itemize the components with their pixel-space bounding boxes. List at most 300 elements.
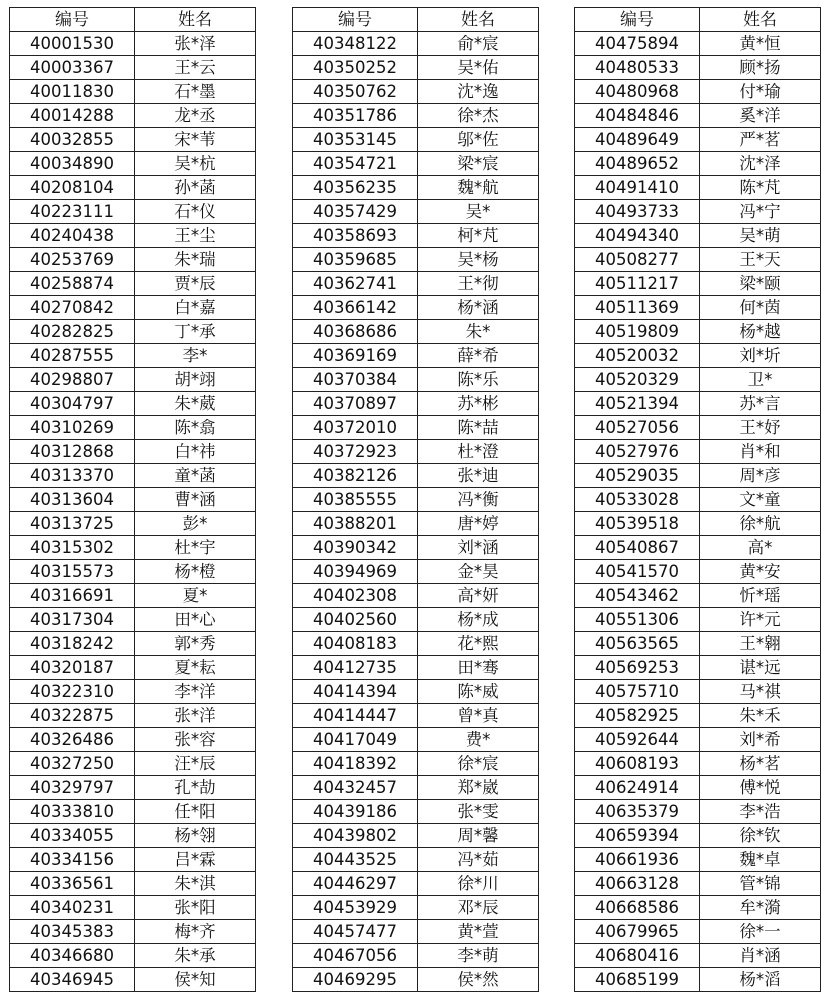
table-row <box>575 104 821 128</box>
table-row <box>293 896 539 920</box>
student-id-cell: 40511217 <box>575 272 700 296</box>
student-id-cell: 40317304 <box>10 608 135 632</box>
student-name-cell: 郭*秀 <box>135 632 256 656</box>
table-row <box>293 872 539 896</box>
table-row <box>10 272 256 296</box>
student-name-cell: 牟*漪 <box>700 896 821 920</box>
table-row <box>575 368 821 392</box>
table-row <box>293 824 539 848</box>
student-name-cell: 朱* <box>418 320 539 344</box>
student-name-cell: 费* <box>418 728 539 752</box>
table-row <box>575 968 821 992</box>
table-row <box>10 728 256 752</box>
student-name-cell: 田*骞 <box>418 656 539 680</box>
table-row <box>293 176 539 200</box>
student-id-cell: 40467056 <box>293 944 418 968</box>
table-row <box>10 656 256 680</box>
student-id-cell: 40334156 <box>10 848 135 872</box>
student-name-cell: 白*祎 <box>135 440 256 464</box>
student-id-cell: 40543462 <box>575 584 700 608</box>
student-id-cell: 40354721 <box>293 152 418 176</box>
student-id-cell: 40385555 <box>293 488 418 512</box>
student-name-cell: 朱*瑞 <box>135 248 256 272</box>
table-row <box>293 80 539 104</box>
student-name-cell: 李*萌 <box>418 944 539 968</box>
student-id-cell: 40318242 <box>10 632 135 656</box>
student-id-cell: 40533028 <box>575 488 700 512</box>
student-name-cell: 肖*和 <box>700 440 821 464</box>
student-name-cell: 吴*杭 <box>135 152 256 176</box>
table-row <box>293 368 539 392</box>
table-row <box>293 968 539 992</box>
table-row <box>293 920 539 944</box>
student-id-cell: 40287555 <box>10 344 135 368</box>
student-name-cell: 付*瑜 <box>700 80 821 104</box>
student-id-cell: 40508277 <box>575 248 700 272</box>
student-name-cell: 管*锦 <box>700 872 821 896</box>
student-name-cell: 任*阳 <box>135 800 256 824</box>
student-name-cell: 杨*翎 <box>135 824 256 848</box>
student-id-cell: 40345383 <box>10 920 135 944</box>
student-name-cell: 苏*彬 <box>418 392 539 416</box>
student-name-cell: 朱*淇 <box>135 872 256 896</box>
table-row <box>10 608 256 632</box>
table-row <box>293 752 539 776</box>
student-id-cell: 40372010 <box>293 416 418 440</box>
table-row <box>293 224 539 248</box>
student-id-cell: 40253769 <box>10 248 135 272</box>
student-id-cell: 40359685 <box>293 248 418 272</box>
table-row <box>293 152 539 176</box>
table-row <box>575 248 821 272</box>
student-id-cell: 40001530 <box>10 32 135 56</box>
table-row <box>10 920 256 944</box>
table-row <box>575 296 821 320</box>
student-name-cell: 刘*涵 <box>418 536 539 560</box>
id-column-header: 编号 <box>575 8 700 32</box>
student-id-cell: 40685199 <box>575 968 700 992</box>
student-id-cell: 40417049 <box>293 728 418 752</box>
student-table-2 <box>292 7 539 992</box>
table-row <box>293 488 539 512</box>
student-name-cell: 梅*齐 <box>135 920 256 944</box>
table-row <box>293 464 539 488</box>
student-name-cell: 何*茵 <box>700 296 821 320</box>
student-name-cell: 宋*苇 <box>135 128 256 152</box>
student-id-cell: 40313725 <box>10 512 135 536</box>
student-id-cell: 40368686 <box>293 320 418 344</box>
student-name-cell: 贾*辰 <box>135 272 256 296</box>
student-id-cell: 40282825 <box>10 320 135 344</box>
table-row <box>293 32 539 56</box>
table-row <box>293 296 539 320</box>
student-id-cell: 40412735 <box>293 656 418 680</box>
student-id-cell: 40563565 <box>575 632 700 656</box>
table-row <box>575 176 821 200</box>
table-row <box>293 416 539 440</box>
student-name-cell: 邓*辰 <box>418 896 539 920</box>
student-name-cell: 黄*安 <box>700 560 821 584</box>
student-name-cell: 夏*耘 <box>135 656 256 680</box>
student-id-cell: 40011830 <box>10 80 135 104</box>
student-id-cell: 40489649 <box>575 128 700 152</box>
table-row <box>575 728 821 752</box>
student-name-cell: 卫* <box>700 368 821 392</box>
table-row <box>293 440 539 464</box>
student-name-cell: 田*心 <box>135 608 256 632</box>
student-name-cell: 杨*滔 <box>700 968 821 992</box>
student-id-cell: 40439802 <box>293 824 418 848</box>
table-row <box>575 824 821 848</box>
student-name-cell: 苏*言 <box>700 392 821 416</box>
table-row <box>293 944 539 968</box>
table-header-row <box>10 8 256 32</box>
table-row <box>575 152 821 176</box>
student-id-cell: 40223111 <box>10 200 135 224</box>
table-row <box>293 632 539 656</box>
student-id-cell: 40494340 <box>575 224 700 248</box>
table-row <box>10 800 256 824</box>
student-id-cell: 40366142 <box>293 296 418 320</box>
table-header-row <box>293 8 539 32</box>
table-row <box>575 272 821 296</box>
student-id-cell: 40390342 <box>293 536 418 560</box>
student-name-cell: 薛*希 <box>418 344 539 368</box>
student-name-cell: 石*仪 <box>135 200 256 224</box>
student-id-cell: 40370384 <box>293 368 418 392</box>
student-id-cell: 40240438 <box>10 224 135 248</box>
student-name-cell: 杨*越 <box>700 320 821 344</box>
table-row <box>10 824 256 848</box>
table-row <box>10 968 256 992</box>
table-row <box>10 152 256 176</box>
table-row <box>10 416 256 440</box>
student-name-cell: 冯*宁 <box>700 200 821 224</box>
student-name-cell: 徐*宸 <box>418 752 539 776</box>
student-id-cell: 40575710 <box>575 680 700 704</box>
table-row <box>575 416 821 440</box>
student-id-cell: 40432457 <box>293 776 418 800</box>
student-id-cell: 40394969 <box>293 560 418 584</box>
student-name-cell: 杨*橙 <box>135 560 256 584</box>
student-id-cell: 40402308 <box>293 584 418 608</box>
student-id-cell: 40521394 <box>575 392 700 416</box>
table-row <box>10 944 256 968</box>
student-name-cell: 王*天 <box>700 248 821 272</box>
student-name-cell: 邬*佐 <box>418 128 539 152</box>
table-row <box>293 320 539 344</box>
student-table-1 <box>9 7 256 992</box>
student-name-cell: 魏*航 <box>418 176 539 200</box>
name-column-header: 姓名 <box>135 8 256 32</box>
student-id-cell: 40475894 <box>575 32 700 56</box>
table-row <box>575 848 821 872</box>
student-id-cell: 40014288 <box>10 104 135 128</box>
student-name-cell: 严*茗 <box>700 128 821 152</box>
student-id-cell: 40663128 <box>575 872 700 896</box>
student-id-cell: 40327250 <box>10 752 135 776</box>
student-name-cell: 曹*涵 <box>135 488 256 512</box>
student-name-cell: 陈*喆 <box>418 416 539 440</box>
student-id-cell: 40489652 <box>575 152 700 176</box>
table-row <box>575 560 821 584</box>
student-id-cell: 40329797 <box>10 776 135 800</box>
table-row <box>10 392 256 416</box>
table-row <box>575 752 821 776</box>
student-name-cell: 彭* <box>135 512 256 536</box>
student-name-cell: 郑*崴 <box>418 776 539 800</box>
student-name-cell: 刘*希 <box>700 728 821 752</box>
table-row <box>10 896 256 920</box>
table-row <box>575 464 821 488</box>
student-name-cell: 金*昊 <box>418 560 539 584</box>
table-row <box>10 32 256 56</box>
table-row <box>10 176 256 200</box>
student-name-cell: 杜*澄 <box>418 440 539 464</box>
student-name-cell: 王*翱 <box>700 632 821 656</box>
table-row <box>10 848 256 872</box>
student-name-cell: 杨*茗 <box>700 752 821 776</box>
name-column-header: 姓名 <box>418 8 539 32</box>
student-name-cell: 吴*杨 <box>418 248 539 272</box>
table-row <box>575 320 821 344</box>
student-name-cell: 柯*芃 <box>418 224 539 248</box>
student-name-cell: 孙*菡 <box>135 176 256 200</box>
table-row <box>575 128 821 152</box>
student-id-cell: 40258874 <box>10 272 135 296</box>
student-id-cell: 40032855 <box>10 128 135 152</box>
student-name-cell: 夏* <box>135 584 256 608</box>
student-name-cell: 朱*禾 <box>700 704 821 728</box>
student-name-cell: 顾*扬 <box>700 56 821 80</box>
student-id-cell: 40491410 <box>575 176 700 200</box>
student-id-cell: 40608193 <box>575 752 700 776</box>
table-row <box>10 104 256 128</box>
student-id-cell: 40408183 <box>293 632 418 656</box>
table-row <box>575 80 821 104</box>
student-name-cell: 孔*劼 <box>135 776 256 800</box>
table-row <box>575 224 821 248</box>
student-id-cell: 40315573 <box>10 560 135 584</box>
table-row <box>575 800 821 824</box>
student-name-cell: 徐*杰 <box>418 104 539 128</box>
student-id-cell: 40520329 <box>575 368 700 392</box>
student-name-cell: 肖*涵 <box>700 944 821 968</box>
student-id-cell: 40480533 <box>575 56 700 80</box>
table-row <box>293 776 539 800</box>
student-name-cell: 陈*翕 <box>135 416 256 440</box>
student-name-cell: 朱*葳 <box>135 392 256 416</box>
student-id-cell: 40414394 <box>293 680 418 704</box>
student-id-cell: 40527976 <box>575 440 700 464</box>
table-row <box>575 896 821 920</box>
student-name-cell: 周*彦 <box>700 464 821 488</box>
student-name-cell: 吴*佑 <box>418 56 539 80</box>
student-id-cell: 40661936 <box>575 848 700 872</box>
table-row <box>293 608 539 632</box>
student-id-cell: 40315302 <box>10 536 135 560</box>
table-row <box>575 344 821 368</box>
student-id-cell: 40322875 <box>10 704 135 728</box>
student-id-cell: 40469295 <box>293 968 418 992</box>
table-row <box>575 656 821 680</box>
student-name-cell: 唐*婷 <box>418 512 539 536</box>
table-row <box>293 104 539 128</box>
table-row <box>293 584 539 608</box>
student-id-cell: 40346680 <box>10 944 135 968</box>
student-name-cell: 沈*逸 <box>418 80 539 104</box>
student-id-cell: 40336561 <box>10 872 135 896</box>
table-row <box>10 560 256 584</box>
student-name-cell: 侯*然 <box>418 968 539 992</box>
student-id-cell: 40541570 <box>575 560 700 584</box>
student-id-cell: 40457477 <box>293 920 418 944</box>
student-name-cell: 杨*成 <box>418 608 539 632</box>
student-id-cell: 40520032 <box>575 344 700 368</box>
table-row <box>293 656 539 680</box>
student-name-cell: 冯*衡 <box>418 488 539 512</box>
student-name-cell: 张*迪 <box>418 464 539 488</box>
student-name-cell: 王*妤 <box>700 416 821 440</box>
table-row <box>10 464 256 488</box>
student-id-cell: 40310269 <box>10 416 135 440</box>
table-row <box>293 344 539 368</box>
student-id-cell: 40680416 <box>575 944 700 968</box>
table-header-row <box>575 8 821 32</box>
student-name-cell: 白*嘉 <box>135 296 256 320</box>
student-id-cell: 40313604 <box>10 488 135 512</box>
student-id-cell: 40511369 <box>575 296 700 320</box>
table-row <box>293 128 539 152</box>
student-name-cell: 忻*瑶 <box>700 584 821 608</box>
student-name-cell: 高* <box>700 536 821 560</box>
student-name-cell: 侯*知 <box>135 968 256 992</box>
id-column-header: 编号 <box>10 8 135 32</box>
student-name-cell: 李*浩 <box>700 800 821 824</box>
student-name-cell: 徐*航 <box>700 512 821 536</box>
student-name-cell: 胡*翊 <box>135 368 256 392</box>
student-name-cell: 曾*真 <box>418 704 539 728</box>
table-row <box>10 296 256 320</box>
student-name-cell: 魏*卓 <box>700 848 821 872</box>
table-row <box>10 56 256 80</box>
table-row <box>575 488 821 512</box>
student-id-cell: 40270842 <box>10 296 135 320</box>
student-name-cell: 黄*恒 <box>700 32 821 56</box>
student-id-cell: 40519809 <box>575 320 700 344</box>
table-row <box>575 512 821 536</box>
table-row <box>10 872 256 896</box>
student-name-cell: 龙*丞 <box>135 104 256 128</box>
student-name-cell: 李*洋 <box>135 680 256 704</box>
student-name-cell: 杨*涵 <box>418 296 539 320</box>
student-name-cell: 丁*承 <box>135 320 256 344</box>
table-row <box>10 584 256 608</box>
student-id-cell: 40304797 <box>10 392 135 416</box>
student-name-cell: 张*泽 <box>135 32 256 56</box>
student-id-cell: 40320187 <box>10 656 135 680</box>
student-id-cell: 40208104 <box>10 176 135 200</box>
student-name-cell: 徐*川 <box>418 872 539 896</box>
student-id-cell: 40346945 <box>10 968 135 992</box>
student-name-cell: 童*菡 <box>135 464 256 488</box>
table-row <box>10 440 256 464</box>
student-id-cell: 40529035 <box>575 464 700 488</box>
student-id-cell: 40480968 <box>575 80 700 104</box>
student-id-cell: 40418392 <box>293 752 418 776</box>
table-row <box>10 536 256 560</box>
student-id-cell: 40592644 <box>575 728 700 752</box>
student-id-cell: 40333810 <box>10 800 135 824</box>
id-column-header: 编号 <box>293 8 418 32</box>
student-name-cell: 王*尘 <box>135 224 256 248</box>
student-name-cell: 俞*宸 <box>418 32 539 56</box>
student-id-cell: 40358693 <box>293 224 418 248</box>
student-id-cell: 40539518 <box>575 512 700 536</box>
table-row <box>10 680 256 704</box>
student-id-cell: 40369169 <box>293 344 418 368</box>
student-name-cell: 张*雯 <box>418 800 539 824</box>
table-row <box>293 392 539 416</box>
table-row <box>575 608 821 632</box>
student-name-cell: 谌*远 <box>700 656 821 680</box>
student-id-cell: 40362741 <box>293 272 418 296</box>
student-id-cell: 40350762 <box>293 80 418 104</box>
table-row <box>575 680 821 704</box>
student-name-cell: 刘*圻 <box>700 344 821 368</box>
student-name-cell: 徐*钦 <box>700 824 821 848</box>
student-name-cell: 高*妍 <box>418 584 539 608</box>
table-row <box>575 56 821 80</box>
table-row <box>10 128 256 152</box>
student-id-cell: 40569253 <box>575 656 700 680</box>
table-row <box>10 248 256 272</box>
student-id-cell: 40313370 <box>10 464 135 488</box>
student-name-cell: 张*容 <box>135 728 256 752</box>
student-id-cell: 40668586 <box>575 896 700 920</box>
table-row <box>575 632 821 656</box>
student-id-cell: 40370897 <box>293 392 418 416</box>
student-id-cell: 40334055 <box>10 824 135 848</box>
student-name-cell: 吴* <box>418 200 539 224</box>
student-name-cell: 陈*芃 <box>700 176 821 200</box>
student-name-cell: 沈*泽 <box>700 152 821 176</box>
table-row <box>293 848 539 872</box>
student-name-cell: 吴*萌 <box>700 224 821 248</box>
student-name-cell: 冯*茹 <box>418 848 539 872</box>
student-name-cell: 王*云 <box>135 56 256 80</box>
student-name-cell: 黄*萱 <box>418 920 539 944</box>
student-id-cell: 40388201 <box>293 512 418 536</box>
table-row <box>575 944 821 968</box>
student-name-cell: 李* <box>135 344 256 368</box>
table-row <box>575 584 821 608</box>
student-id-cell: 40034890 <box>10 152 135 176</box>
table-row <box>10 80 256 104</box>
table-row <box>10 512 256 536</box>
student-name-cell: 奚*洋 <box>700 104 821 128</box>
student-id-cell: 40356235 <box>293 176 418 200</box>
student-id-cell: 40351786 <box>293 104 418 128</box>
table-row <box>10 776 256 800</box>
student-id-cell: 40582925 <box>575 704 700 728</box>
student-name-cell: 吕*霖 <box>135 848 256 872</box>
student-id-cell: 40353145 <box>293 128 418 152</box>
table-row <box>293 248 539 272</box>
student-id-cell: 40493733 <box>575 200 700 224</box>
student-id-cell: 40540867 <box>575 536 700 560</box>
student-name-cell: 周*馨 <box>418 824 539 848</box>
